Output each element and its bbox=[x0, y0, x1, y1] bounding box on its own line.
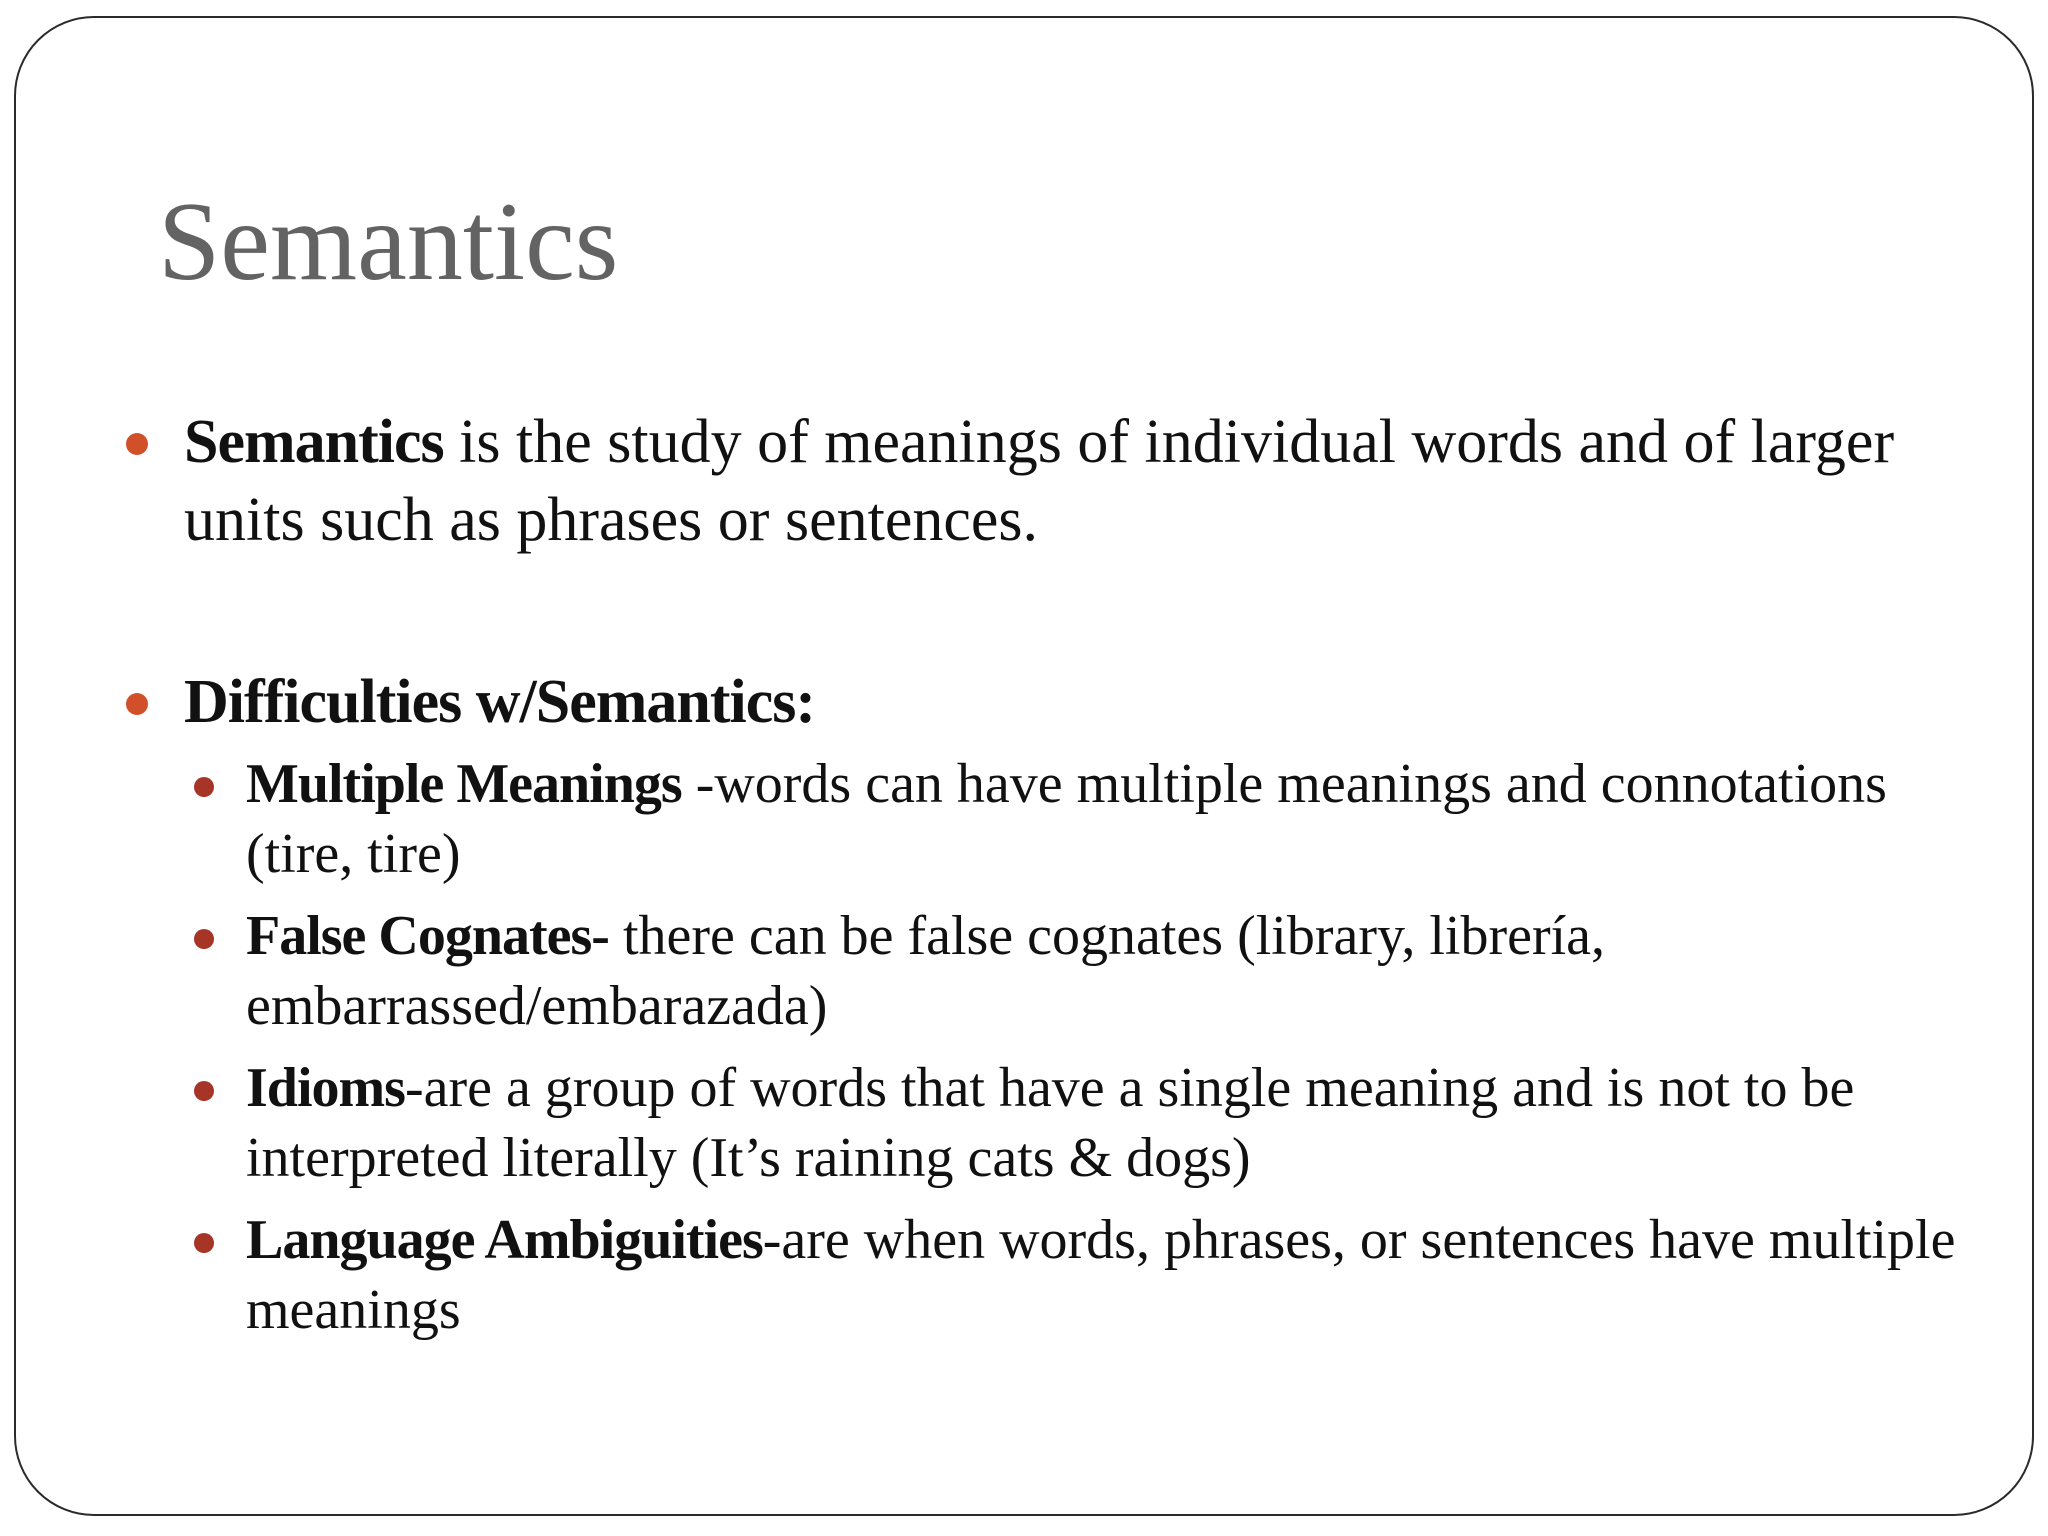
sub-bullet-text: there can be false cognates (library, librería, embarrassed/embarazada) bbox=[246, 905, 1606, 1037]
bullet-semantics-definition bbox=[126, 403, 1966, 559]
sub-bullet-term: Language Ambiguities bbox=[246, 1209, 763, 1271]
bullet-text: is the study of meanings of individual words and of larger units such as phrases or sentences. bbox=[184, 408, 1895, 554]
sub-bullet-dot-icon bbox=[194, 1233, 214, 1253]
sub-bullet-dot-icon bbox=[194, 1081, 214, 1101]
sub-bullet-multiple-meanings bbox=[184, 749, 1966, 889]
sub-bullet-term: Multiple Meanings bbox=[246, 753, 682, 815]
sub-bullet-term: Idioms bbox=[246, 1057, 405, 1119]
bullet-difficulties bbox=[126, 663, 1966, 1345]
slide-title: Semantics bbox=[158, 180, 619, 304]
sub-bullet-text: -are a group of words that have a single meaning and is not to be interpreted literally (It’s raining cats & dogs) bbox=[246, 1057, 1855, 1189]
bullet-list bbox=[126, 403, 1966, 1357]
sub-bullet-dot-icon bbox=[194, 929, 214, 949]
sub-bullet-language-ambiguities bbox=[184, 1205, 1966, 1345]
sub-bullet-term: False Cognates- bbox=[246, 905, 609, 967]
sub-bullet-text: -are when words, phrases, or sentences have multiple meanings bbox=[246, 1209, 1956, 1341]
slide-frame bbox=[14, 16, 2034, 1516]
bullet-dot-icon bbox=[126, 433, 148, 455]
sub-bullet-idioms bbox=[184, 1053, 1966, 1193]
bullet-term: Semantics bbox=[184, 408, 444, 476]
sub-bullet-list bbox=[184, 749, 1966, 1345]
sub-bullet-text: -words can have multiple meanings and connotations (tire, tire) bbox=[246, 753, 1887, 885]
sub-bullet-false-cognates bbox=[184, 901, 1966, 1041]
sub-bullet-dot-icon bbox=[194, 777, 214, 797]
bullet-dot-icon bbox=[126, 693, 148, 715]
bullet-term: Difficulties w/Semantics: bbox=[184, 668, 816, 736]
